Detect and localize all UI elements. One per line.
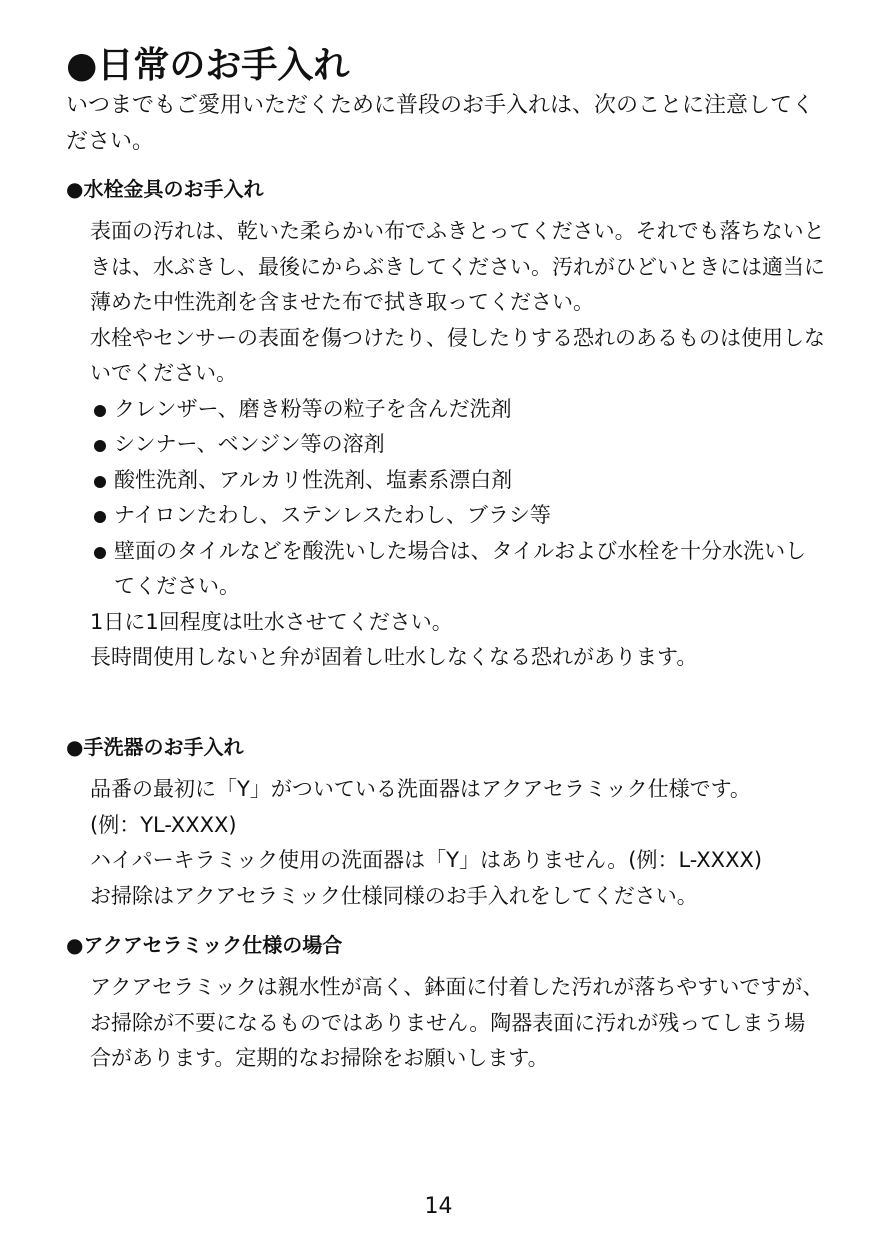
list-item: 壁面のタイルなどを酸洗いした場合は、タイルおよび水栓を十分水洗いしてください。	[90, 534, 826, 605]
paragraph: 長時間使用しないと弁が固着し吐水しなくなる恐れがあります。	[90, 645, 698, 669]
page-title: ●日常のお手入れ	[66, 45, 350, 86]
paragraph: アクアセラミックは親水性が高く、鉢面に付着した汚れが落ちやすいですが、お掃除が不要になるものではありません。陶器表面に汚れが残ってしまう場合があります。定期的なお掃除をお願いします。	[90, 975, 824, 1070]
section-heading: ●水栓金具のお手入れ	[66, 177, 264, 201]
paragraph: 表面の汚れは、乾いた柔らかい布でふきとってください。それでも落ちないときは、水ぶきし、最後にからぶきしてください。汚れがひどいときには適当に薄めた中性洗剤を含ませた布で拭き取ってください。	[90, 219, 825, 314]
section-aqua-ceramic	[66, 930, 826, 1077]
section-faucet-care	[66, 174, 826, 676]
list-item: ナイロンたわし、ステンレスたわし、ブラシ等	[90, 498, 826, 534]
prohibited-items-list	[90, 392, 826, 605]
paragraph: 1日に1回程度は吐水させてください。	[90, 609, 453, 634]
list-item: 酸性洗剤、アルカリ性洗剤、塩素系漂白剤	[90, 463, 826, 499]
list-item: シンナー、ベンジン等の溶剤	[90, 427, 826, 463]
section-heading: ●手洗器のお手入れ	[66, 735, 244, 759]
list-item: クレンザー、磨き粉等の粒子を含んだ洗剤	[90, 392, 826, 428]
paragraph: (例：YL-XXXX)	[90, 812, 237, 837]
page-number: 14	[424, 1194, 453, 1219]
bullet-icon	[94, 440, 106, 452]
section-heading: ●アクアセラミック仕様の場合	[66, 933, 343, 957]
bullet-icon	[94, 405, 106, 417]
section-washbasin-care	[66, 732, 826, 914]
paragraph: 水栓やセンサーの表面を傷つけたり、侵したりする恐れのあるものは使用しないでください。	[90, 325, 825, 385]
paragraph: ハイパーキラミック使用の洗面器は「Y」はありません。(例：L-XXXX)	[90, 848, 763, 872]
bullet-icon	[94, 476, 106, 488]
intro-text: いつまでもご愛用いただくために普段のお手入れは、次のことに注意してください。	[66, 93, 815, 154]
paragraph: お掃除はアクアセラミック仕様同様のお手入れをしてください。	[90, 883, 698, 908]
paragraph: 品番の最初に「Y」がついている洗面器はアクアセラミック仕様です。	[90, 777, 751, 801]
bullet-icon	[94, 511, 106, 523]
bullet-icon	[94, 547, 106, 559]
